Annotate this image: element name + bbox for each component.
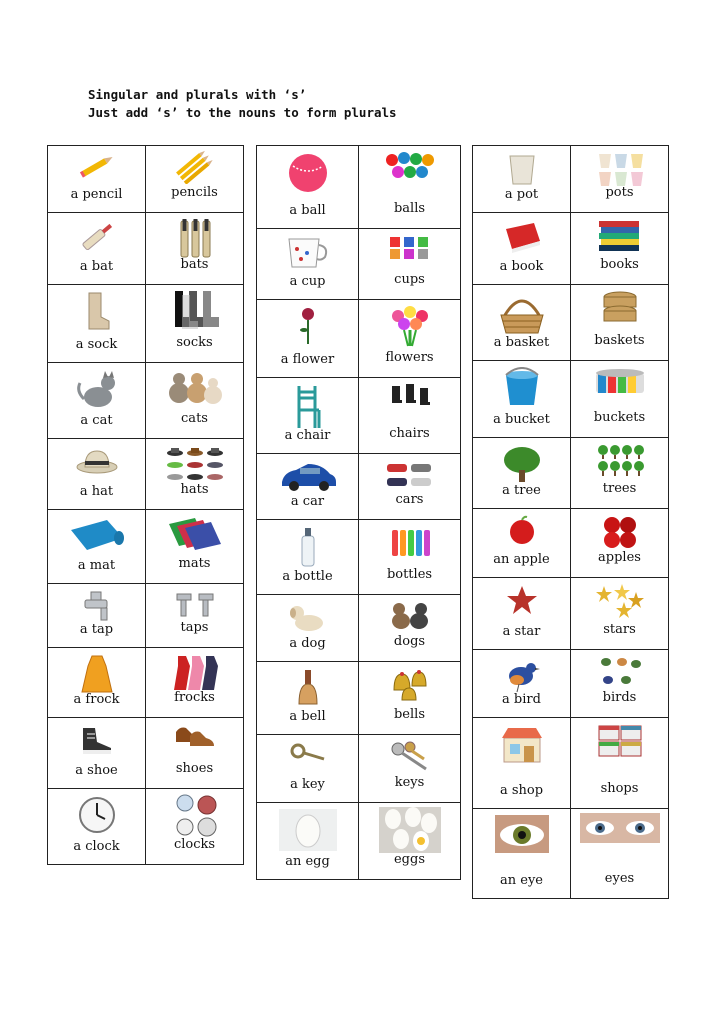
noun-row [48, 439, 244, 510]
plural-cell [359, 595, 461, 662]
shoe-icon [77, 724, 117, 758]
flower-icon [384, 304, 436, 348]
apple-icon [507, 515, 537, 545]
plural-label: stars [603, 622, 636, 637]
plural-label: eyes [604, 871, 635, 886]
singular-cell [257, 735, 359, 803]
plural-cell [359, 300, 461, 378]
cat-icon [165, 367, 225, 407]
tap-icon [173, 588, 217, 620]
noun-row [48, 363, 244, 439]
singular-label: a chair [284, 428, 331, 443]
basket-icon [598, 289, 642, 327]
plural-cell [359, 803, 461, 880]
bat-icon [77, 219, 117, 255]
dog-icon [287, 601, 329, 633]
plural-cell [359, 454, 461, 520]
singular-label: a book [499, 259, 544, 274]
noun-row [48, 648, 244, 718]
star-icon [505, 584, 539, 616]
bottle-icon [388, 524, 432, 558]
singular-label: a bottle [282, 569, 333, 584]
dog-icon [387, 599, 433, 633]
worksheet-heading [88, 86, 397, 122]
plural-label: apples [598, 550, 641, 565]
ball-icon [287, 152, 329, 194]
noun-row [48, 584, 244, 648]
tree-icon [500, 444, 544, 484]
plural-cell [571, 809, 669, 899]
eye-icon [580, 813, 660, 843]
singular-cell [473, 509, 571, 578]
plural-label: bells [393, 707, 425, 722]
singular-cell [257, 803, 359, 880]
chair-icon [291, 384, 325, 430]
singular-cell [257, 300, 359, 378]
car-icon [385, 458, 435, 490]
plural-cell [571, 650, 669, 718]
singular-cell [48, 718, 146, 789]
car-icon [278, 460, 338, 494]
cat-icon [74, 369, 120, 411]
singular-label: a cup [289, 274, 326, 289]
noun-row [257, 229, 461, 300]
singular-cell [48, 146, 146, 213]
shop-icon [500, 724, 544, 764]
noun-row [48, 285, 244, 363]
pencil-icon [77, 152, 117, 180]
singular-cell [48, 213, 146, 285]
hat-icon [165, 443, 225, 483]
singular-cell [473, 361, 571, 438]
bat-icon [175, 217, 215, 261]
tap-icon [79, 590, 115, 624]
plural-cell [359, 229, 461, 300]
heading-instruction: Just add ‘s’ to the nouns to form plurals [88, 105, 397, 120]
singular-cell [48, 285, 146, 363]
plural-cell [146, 285, 244, 363]
singular-label: a bat [79, 259, 114, 274]
singular-cell [257, 454, 359, 520]
noun-row [473, 285, 669, 361]
plural-label: shops [600, 781, 639, 796]
singular-label: a car [290, 494, 325, 509]
eye-icon [495, 815, 549, 853]
plural-label: flowers [385, 350, 434, 365]
clock-icon [77, 795, 117, 835]
plural-cell [146, 718, 244, 789]
plural-label: pots [605, 185, 634, 200]
singular-cell [473, 146, 571, 213]
noun-row [473, 718, 669, 809]
singular-label: a shop [499, 783, 544, 798]
singular-label: a cat [80, 413, 113, 428]
plural-label: taps [180, 620, 209, 635]
noun-row [473, 650, 669, 718]
plural-cell [146, 363, 244, 439]
singular-cell [473, 438, 571, 509]
plural-cell [571, 509, 669, 578]
noun-row [48, 146, 244, 213]
plural-cell [146, 510, 244, 584]
noun-row [48, 213, 244, 285]
noun-row [257, 378, 461, 454]
singular-label: an eye [500, 873, 543, 888]
singular-cell [473, 650, 571, 718]
noun-row [48, 718, 244, 789]
singular-cell [257, 520, 359, 595]
frock-icon [80, 654, 114, 694]
singular-label: a bird [502, 692, 541, 707]
egg-icon [379, 807, 441, 853]
plural-label: eggs [393, 852, 425, 867]
plural-label: cars [395, 492, 424, 507]
pencil-icon [173, 150, 217, 184]
noun-row [473, 509, 669, 578]
bell-icon [388, 666, 432, 702]
singular-cell [257, 662, 359, 735]
key-icon [290, 741, 326, 765]
cup-icon [283, 235, 333, 271]
singular-cell [257, 595, 359, 662]
plural-cell [571, 438, 669, 509]
noun-row [473, 578, 669, 650]
noun-row [257, 803, 461, 880]
singular-cell [48, 439, 146, 510]
plurals-table-1 [47, 145, 244, 865]
noun-row [257, 454, 461, 520]
plural-cell [146, 789, 244, 865]
mat-icon [165, 514, 225, 552]
noun-row [48, 510, 244, 584]
singular-cell [48, 510, 146, 584]
singular-label: a sock [75, 337, 118, 352]
singular-cell [48, 789, 146, 865]
singular-cell [257, 378, 359, 454]
plurals-table-3 [472, 145, 669, 899]
pot-icon [506, 152, 538, 188]
bird-icon [503, 656, 541, 694]
noun-row [473, 361, 669, 438]
plural-cell [146, 584, 244, 648]
singular-label: a tap [79, 622, 114, 637]
plural-label: bottles [386, 567, 433, 582]
ball-icon [384, 150, 436, 184]
shoe-icon [172, 722, 218, 752]
plural-label: keys [394, 775, 425, 790]
noun-row [473, 146, 669, 213]
hat-icon [75, 445, 119, 477]
heading-title: Singular and plurals with ‘s’ [88, 87, 307, 102]
plural-label: trees [602, 481, 637, 496]
chair-icon [388, 382, 432, 416]
egg-icon [279, 809, 337, 851]
sock-icon [81, 291, 113, 331]
singular-label: a key [290, 777, 325, 792]
plural-label: cats [181, 411, 208, 426]
apple-icon [600, 513, 640, 551]
plurals-table-2 [256, 145, 461, 880]
singular-label: a bucket [493, 412, 550, 427]
bucket-icon [502, 367, 542, 407]
singular-cell [473, 809, 571, 899]
plural-cell [146, 146, 244, 213]
plural-cell [146, 648, 244, 718]
plural-cell [359, 378, 461, 454]
singular-label: a ball [289, 203, 326, 218]
singular-label: a flower [280, 352, 335, 367]
singular-cell [48, 584, 146, 648]
singular-cell [48, 648, 146, 718]
plural-label: dogs [393, 634, 426, 649]
plural-label: bats [180, 257, 209, 272]
singular-cell [48, 363, 146, 439]
singular-label: a pencil [70, 187, 123, 202]
singular-cell [257, 229, 359, 300]
basket-icon [497, 291, 547, 337]
plural-label: baskets [594, 333, 645, 348]
noun-row [48, 789, 244, 865]
plural-label: hats [180, 482, 209, 497]
tree-icon [595, 442, 645, 478]
plural-cell [359, 520, 461, 595]
noun-row [473, 213, 669, 285]
star-icon [594, 582, 646, 618]
sock-icon [169, 289, 221, 331]
singular-cell [473, 718, 571, 809]
plural-label: frocks [174, 690, 215, 705]
singular-label: a basket [493, 335, 550, 350]
plural-cell [359, 662, 461, 735]
singular-label: a shoe [75, 763, 118, 778]
shop-icon [595, 722, 645, 760]
plural-label: books [600, 257, 639, 272]
singular-label: a frock [73, 692, 120, 707]
singular-label: an egg [285, 854, 330, 869]
singular-cell [473, 285, 571, 361]
plural-cell [146, 439, 244, 510]
plural-label: birds [602, 690, 637, 705]
plural-label: chairs [389, 426, 430, 441]
singular-label: a pot [504, 187, 539, 202]
plural-cell [571, 146, 669, 213]
bucket-icon [592, 365, 648, 399]
plural-label: mats [178, 556, 211, 571]
cup-icon [386, 233, 434, 263]
singular-label: a clock [73, 839, 120, 854]
noun-row [257, 595, 461, 662]
frock-icon [170, 652, 220, 692]
singular-cell [473, 213, 571, 285]
singular-cell [257, 146, 359, 229]
singular-label: a star [502, 624, 541, 639]
noun-row [257, 300, 461, 378]
book-icon [595, 217, 645, 255]
plural-cell [571, 361, 669, 438]
plural-label: balls [393, 201, 426, 216]
plural-cell [571, 718, 669, 809]
plural-cell [571, 213, 669, 285]
bell-icon [293, 668, 323, 708]
plural-cell [359, 735, 461, 803]
bottle-icon [298, 526, 318, 568]
plural-label: pencils [171, 185, 218, 200]
noun-row [257, 735, 461, 803]
plural-cell [146, 213, 244, 285]
singular-label: a dog [289, 636, 326, 651]
singular-label: a hat [79, 484, 114, 499]
singular-label: a tree [502, 483, 541, 498]
plural-label: buckets [593, 410, 646, 425]
key-icon [388, 739, 432, 775]
bird-icon [596, 654, 644, 690]
plural-cell [359, 146, 461, 229]
pot-icon [595, 150, 645, 190]
book-icon [500, 219, 544, 253]
singular-label: a bell [289, 709, 326, 724]
singular-cell [473, 578, 571, 650]
plural-label: shoes [175, 761, 214, 776]
noun-row [257, 662, 461, 735]
singular-label: an apple [493, 552, 550, 567]
plural-cell [571, 285, 669, 361]
plural-label: cups [394, 272, 425, 287]
singular-label: a mat [77, 558, 116, 573]
noun-row [473, 438, 669, 509]
plural-label: clocks [173, 837, 216, 852]
noun-row [257, 520, 461, 595]
noun-row [473, 809, 669, 899]
noun-row [257, 146, 461, 229]
plural-label: socks [176, 335, 213, 350]
mat-icon [67, 516, 127, 554]
clock-icon [171, 793, 219, 839]
plural-cell [571, 578, 669, 650]
flower-icon [296, 306, 320, 346]
